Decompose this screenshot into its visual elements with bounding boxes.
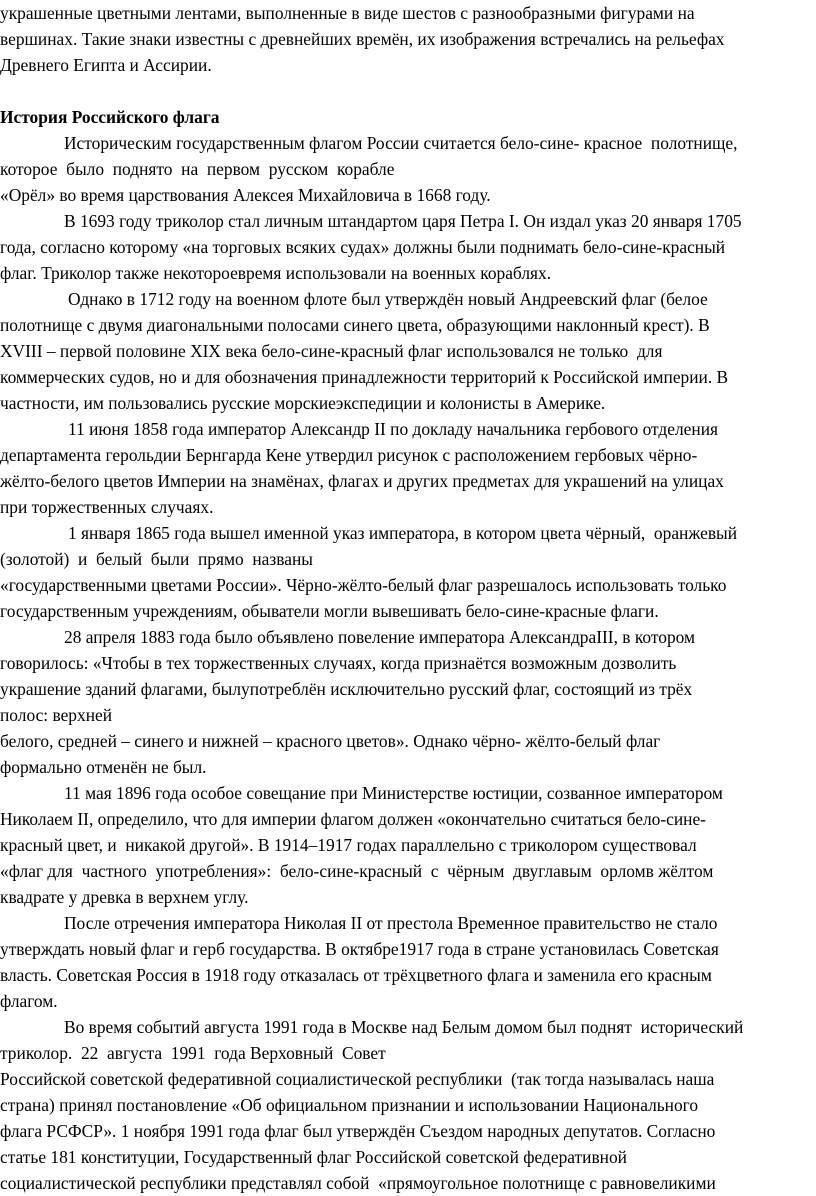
text-line: года, согласно которому «на торговых всяких судах» должны были поднимать бело-сине-красный [0, 237, 726, 257]
text-line: белого, средней – синего и нижней – красного цветов». Однако чёрно- жёлто-белый флаг [0, 731, 661, 751]
text-line: полотнище с двумя диагональными полосами синего цвета, образующими наклонный крест). В [0, 315, 710, 335]
text-line: флагом. [0, 991, 58, 1011]
text-line: флага РСФСР». 1 ноября 1991 года флаг был утверждён Съездом народных депутатов. Согласно [0, 1121, 716, 1141]
text-line: После отречения императора Николая II от престола Временное правительство не стало [64, 913, 718, 933]
text-line: триколор. 22 августа 1991 года Верховный Совет [0, 1043, 386, 1063]
text-line: XVIII – первой половине XIX века бело-сине-красный флаг использовался не только для [0, 341, 663, 361]
text-line: флаг. Триколор также некотороевремя использовали на военных кораблях. [0, 263, 552, 283]
text-line: квадрате у древка в верхнем углу. [0, 887, 249, 907]
text-line: 1 января 1865 года вышел именной указ императора, в котором цвета чёрный, оранжевый [68, 523, 738, 543]
text-line: (золотой) и белый были прямо названы [0, 549, 313, 569]
text-line: утверждать новый флаг и герб государства. В октябре1917 года в стране установилась Советская [0, 939, 719, 959]
text-line: вершинах. Такие знаки известны с древнейших времён, их изображения встречались на рельефах [0, 29, 725, 49]
section-heading: История Российского флага [0, 107, 220, 127]
text-line: полос: верхней [0, 705, 113, 725]
text-line: 11 июня 1858 года император Александр II по докладу начальника гербового отделения [68, 419, 718, 439]
text-line: украшение зданий флагами, былупотреблён исключительно русский флаг, состоящий из трёх [0, 679, 693, 699]
text-line: социалистической республики представлял собой «прямоугольное полотнище с равновеликими [0, 1173, 716, 1193]
text-line: жёлто-белого цветов Империи на знамёнах, флагах и других предметах для украшений на улицах [0, 471, 724, 491]
text-line: коммерческих судов, но и для обозначения принадлежности территорий к Российской империи. В [0, 367, 729, 387]
text-line: Российской советской федеративной социалистической республики (так тогда называлась наша [0, 1069, 715, 1089]
text-line: «Орёл» во время царствования Алексея Михайловича в 1668 году. [0, 185, 491, 205]
text-line: «государственными цветами России». Чёрно-жёлто-белый флаг разрешалось использовать только [0, 575, 727, 595]
text-line: красный цвет, и никакой другой». В 1914–1917 годах параллельно с триколором существовал [0, 835, 697, 855]
text-line: частности, им пользовались русские морскиеэкспедиции и колонисты в Америке. [0, 393, 606, 413]
text-line: Древнего Египта и Ассирии. [0, 55, 212, 75]
text-line: статье 181 конституции, Государственный флаг Российской советской федеративной [0, 1147, 627, 1167]
text-line: Историческим государственным флагом России считается бело-сине- красное полотнище, [64, 133, 738, 153]
text-line: при торжественных случаях. [0, 497, 214, 517]
text-line: государственным учреждениям, обыватели могли вывешивать бело-сине-красные флаги. [0, 601, 659, 621]
text-line: В 1693 году триколор стал личным штандартом царя Петра I. Он издал указ 20 января 1705 [64, 211, 742, 231]
text-line: украшенные цветными лентами, выполненные в виде шестов с разнообразными фигурами на [0, 3, 695, 23]
text-line: «флаг для частного употребления»: бело-сине-красный с чёрным двуглавым орломв жёлтом [0, 861, 714, 881]
text-line: Николаем II, определило, что для империи флагом должен «окончательно считаться бело-сине- [0, 809, 706, 829]
text-line: Во время событий августа 1991 года в Москве над Белым домом был поднят исторический [64, 1017, 744, 1037]
text-line: которое было поднято на первом русском корабле [0, 159, 395, 179]
text-line: формально отменён не был. [0, 757, 207, 777]
text-line: власть. Советская Россия в 1918 году отказалась от трёхцветного флага и заменила его красным [0, 965, 712, 985]
text-line: 11 мая 1896 года особое совещание при Министерстве юстиции, созванное императором [64, 783, 723, 803]
text-line: страна) принял постановление «Об официальном признании и использовании Национального [0, 1095, 699, 1115]
text-line: департамента герольдии Бернгарда Кене утвердил рисунок с расположением гербовых чёрно- [0, 445, 698, 465]
text-line: Однако в 1712 году на военном флоте был утверждён новый Андреевский флаг (белое [68, 289, 708, 309]
text-line: 28 апреля 1883 года было объявлено повеление императора АлександраIII, в котором [64, 627, 696, 647]
text-line: говорилось: «Чтобы в тех торжественных случаях, когда признаётся возможным дозволить [0, 653, 677, 673]
